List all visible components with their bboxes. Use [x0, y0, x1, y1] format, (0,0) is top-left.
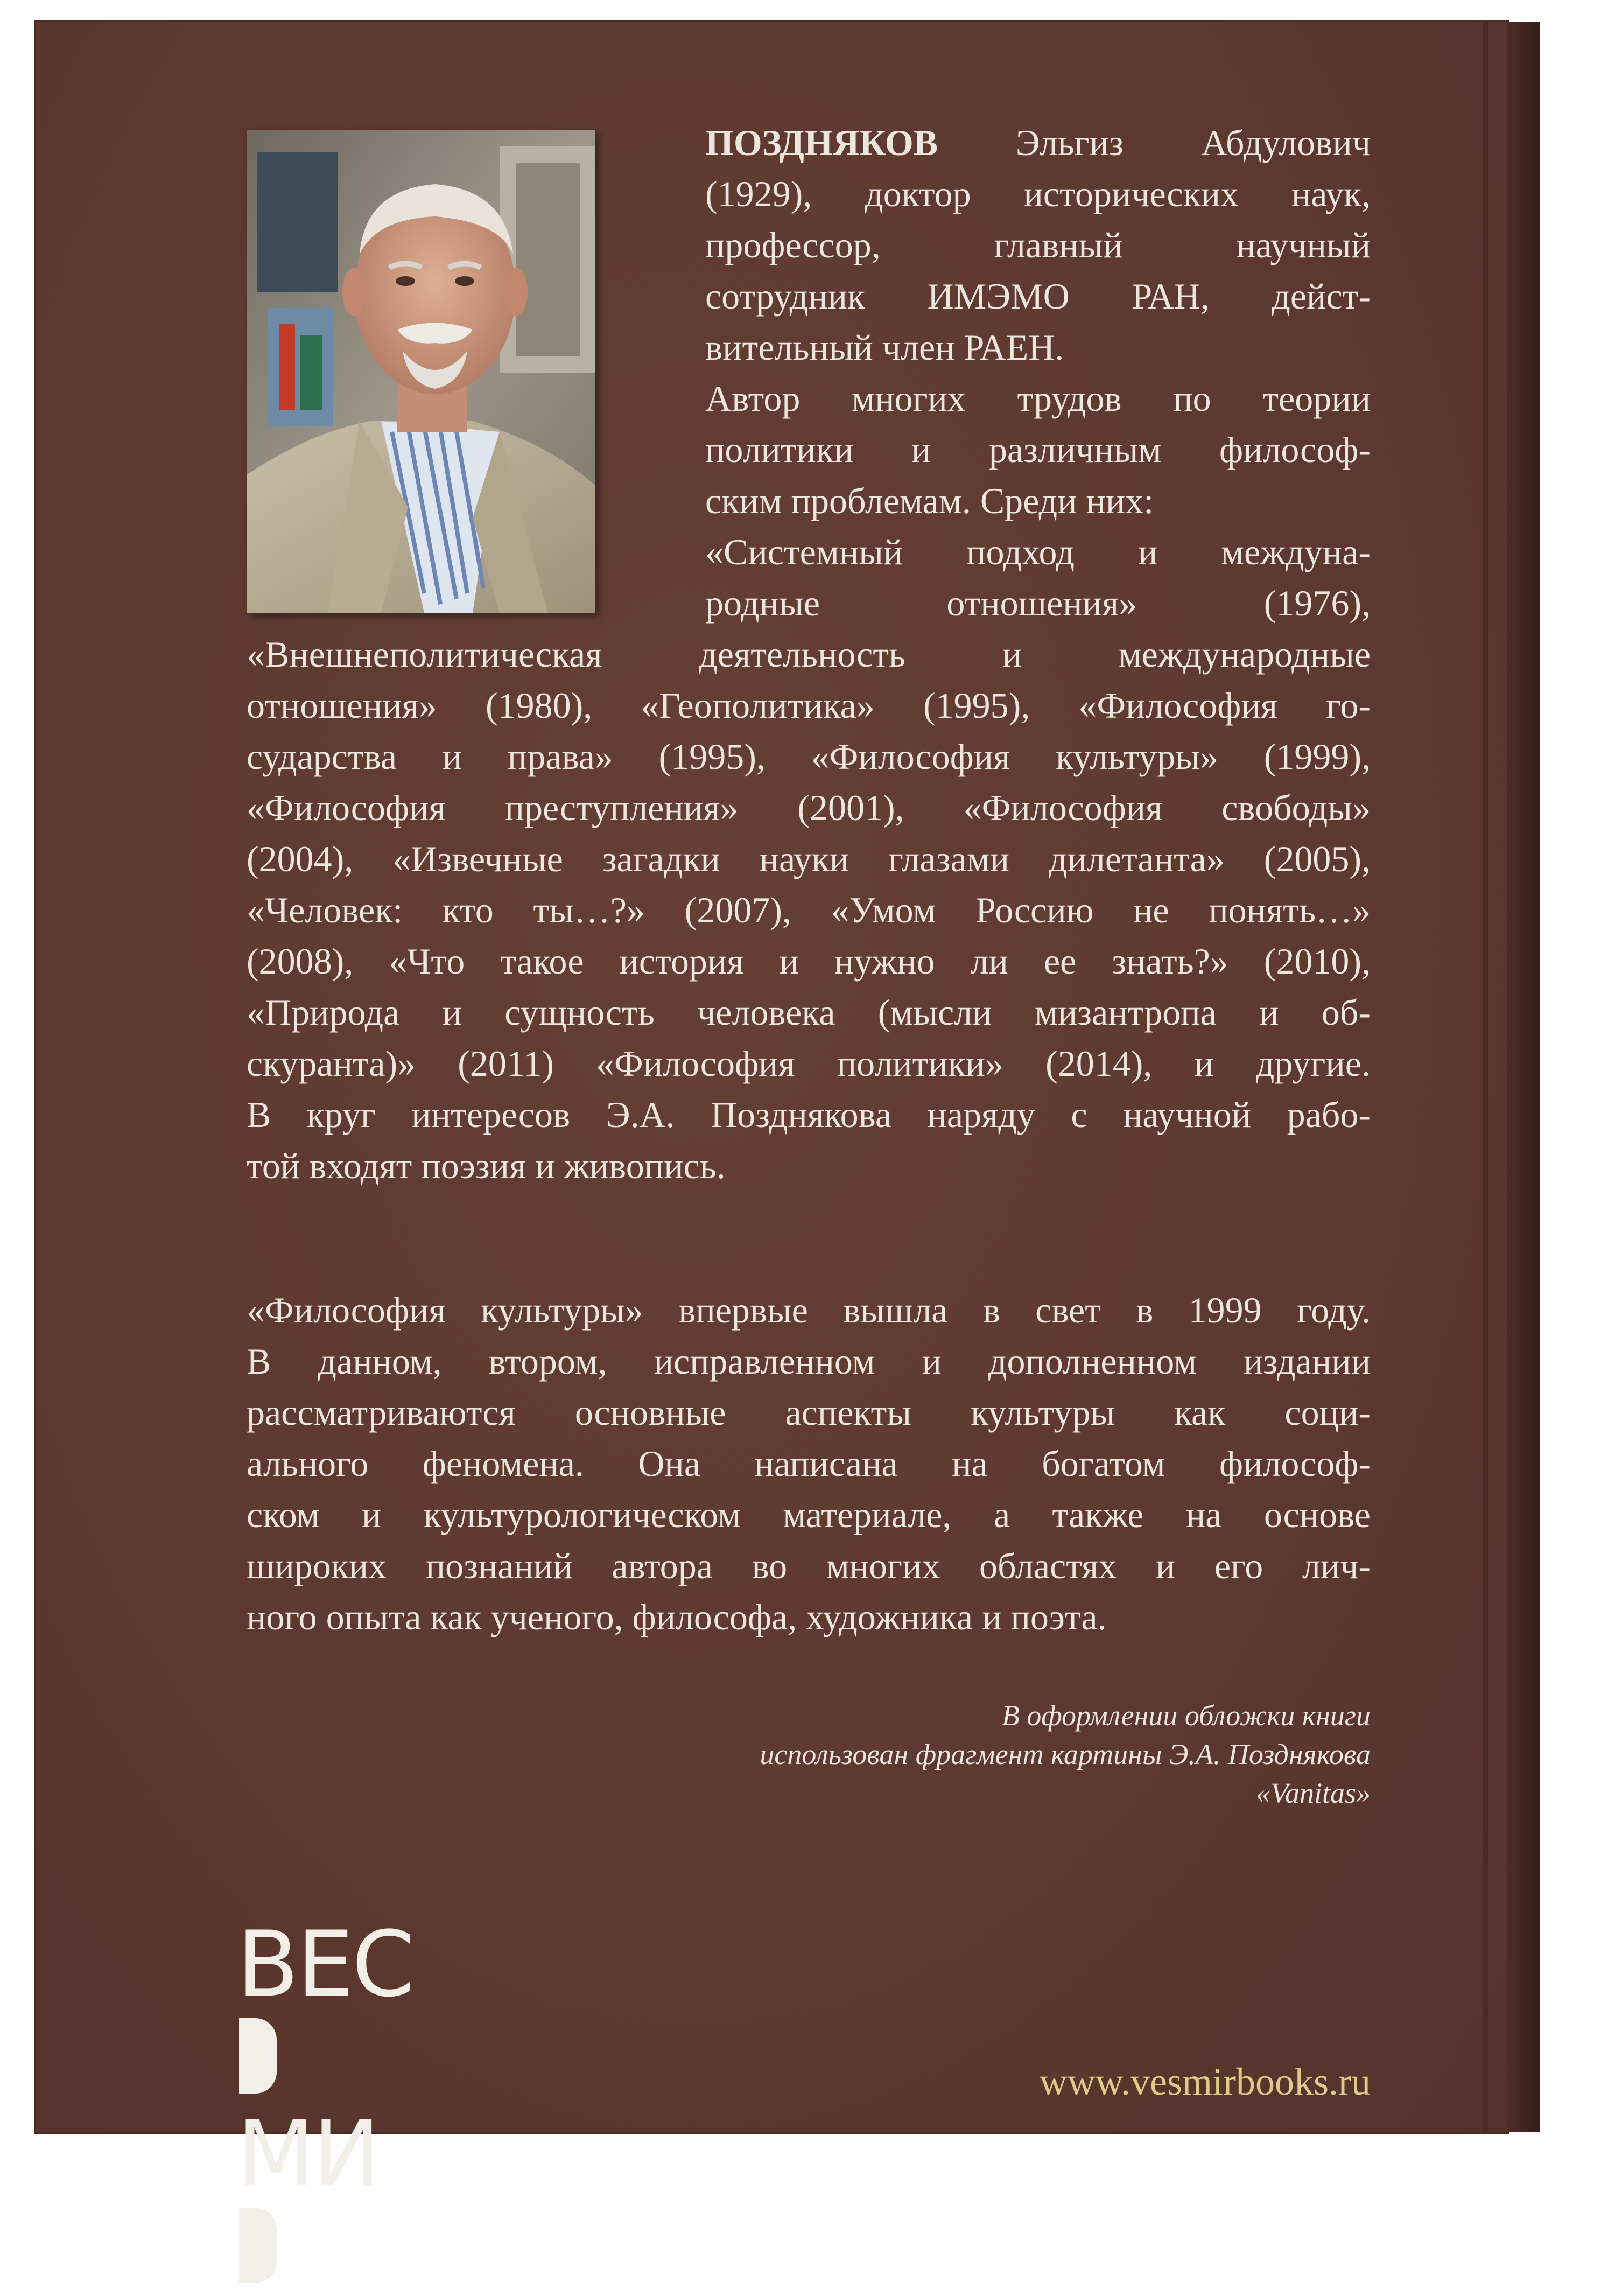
logo-soft-sign-glyph: [239, 2018, 277, 2094]
bio-line: политики и различным философ-: [705, 429, 1371, 470]
logo-line-1: [237, 1912, 413, 2106]
author-bio-intro: [705, 117, 1371, 629]
bio-line: вительный член РАЕН.: [705, 327, 1064, 368]
description-line: «Философия культуры» впервые вышла в свет в 1999 году.: [247, 1290, 1371, 1331]
author-surname: ПОЗДНЯКОВ: [705, 122, 938, 163]
bio-line: «Природа и сущность человека (мысли мизантропа и об-: [247, 992, 1371, 1033]
description-line: ного опыта как ученого, философа, художника и поэта.: [247, 1597, 1107, 1637]
description-line: ском и культурологическом материале, а также на основе: [247, 1494, 1371, 1535]
credit-line: использован фрагмент картины Э.А. Позднякова: [760, 1738, 1371, 1770]
description-line: рассматриваются основные аспекты культуры как соци-: [247, 1392, 1371, 1433]
logo-text-1: ВЕС: [237, 1912, 413, 2017]
bio-line: «Системный подход и междунa-: [705, 531, 1371, 572]
bio-line: ским проблемам. Среди них:: [705, 480, 1154, 521]
bio-line: отношения» (1980), «Геополитика» (1995), «Философия го-: [247, 685, 1371, 726]
description-line: широких познаний автора во многих областях и его лич-: [247, 1545, 1371, 1586]
bio-line: той входят поэзия и живопись.: [247, 1145, 726, 1186]
logo-text-2: МИ: [237, 2101, 378, 2207]
logo-r-glyph: [239, 2208, 277, 2283]
credit-line: «Vanitas»: [1255, 1777, 1371, 1809]
book-spine: [1507, 22, 1540, 2132]
bio-line: профессор, главный научный: [705, 225, 1371, 265]
author-photo: [247, 130, 595, 613]
bio-line: (2004), «Извечные загадки науки глазами дилетанта» (2005),: [247, 838, 1371, 879]
author-name-line: [705, 117, 1371, 169]
bio-line: сотрудник ИМЭМО РАН, дейст-: [705, 276, 1371, 317]
bio-line: (1929), доктор исторических наук,: [705, 173, 1371, 214]
book-description: [247, 1285, 1371, 1643]
description-line: В данном, втором, исправленном и дополненном издании: [247, 1341, 1371, 1382]
bio-line: «Человек: кто ты…?» (2007), «Умом Россию не понять…»: [247, 890, 1371, 930]
publisher-logo: [237, 1912, 413, 2296]
logo-line-2: [237, 2101, 413, 2296]
publisher-website: www.vesmirbooks.ru: [1039, 2060, 1371, 2103]
author-bio-works: [247, 629, 1371, 1192]
cover-art-credit: [563, 1696, 1371, 1812]
bio-line: «Философия преступления» (2001), «Философия свободы»: [247, 787, 1371, 828]
bio-line: (2008), «Что такое история и нужно ли ее знать?» (2010),: [247, 941, 1371, 982]
credit-line: В оформлении обложки книги: [1001, 1699, 1371, 1732]
description-line: ального феномена. Она написана на богатом философ-: [247, 1443, 1371, 1484]
bio-line: родные отношения» (1976),: [705, 583, 1371, 624]
author-given-names: Эльгиз Абдулович: [938, 122, 1371, 163]
bio-line: сударства и права» (1995), «Философия культуры» (1999),: [247, 736, 1371, 777]
bio-line: «Внешнеполитическая деятельность и международные: [247, 634, 1371, 675]
bio-line: Автор многих трудов по теории: [705, 378, 1371, 419]
bio-line: скуранта)» (2011) «Философия политики» (2014), и другие.: [247, 1043, 1371, 1084]
bio-line: В круг интересов Э.А. Позднякова наряду с научной рабо-: [247, 1094, 1371, 1135]
cover-edge: [1483, 22, 1488, 2132]
